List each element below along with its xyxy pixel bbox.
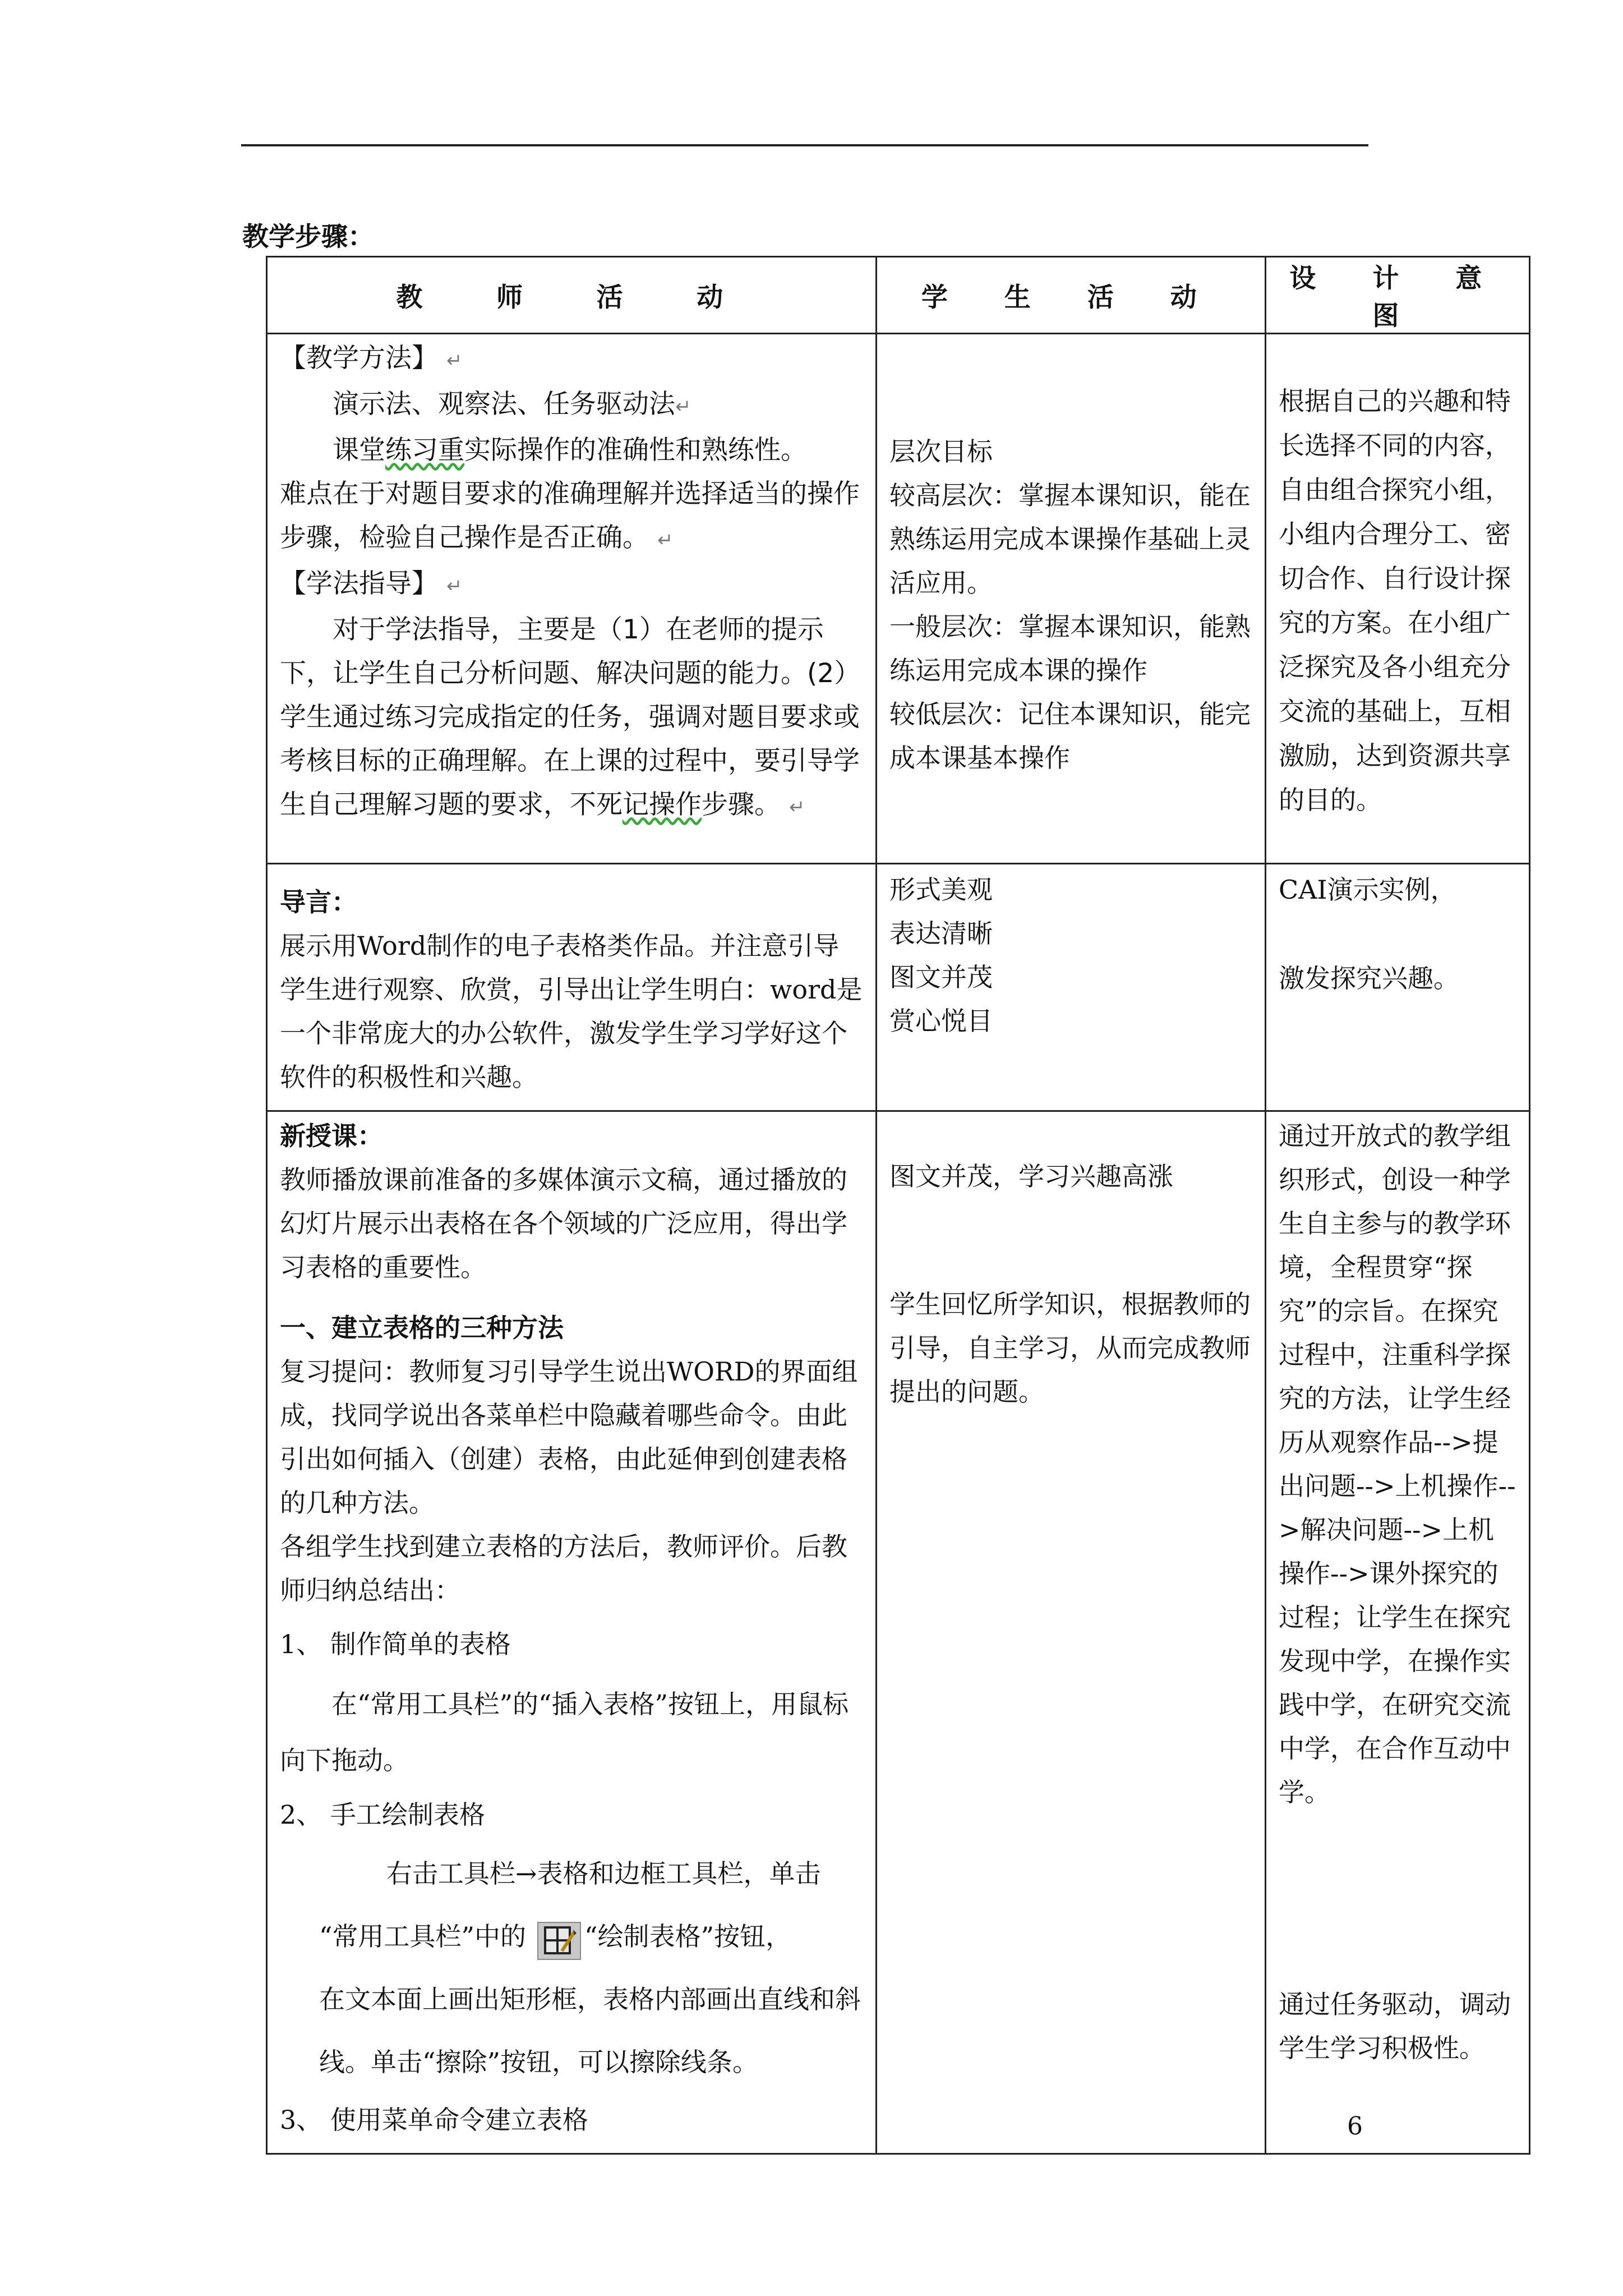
- table-header-row: [267, 257, 1530, 334]
- item2-line2b: “绘制表格”按钮，: [584, 1921, 792, 1952]
- intro-text: 展示用Word制作的电子表格类作品。并注意引导学生进行观察、欣赏，引导出让学生明白：word是一个非常庞大的办公软件，激发学生学习学好这个软件的积极性和兴趣。: [280, 931, 863, 1092]
- design-intent-text: 通过开放式的教学组织形式，创设一种学生自主参与的教学环境，全程贯穿“探究”的宗旨。在探究过程中，注重科学探究的方法，让学生经历从观察作品-->提出问题-->上机操作-->解决问题-->上机操作-->课外探究的过程；让学生在探究发现中学，在操作实践中学，在研究交流中学，在合作互动中学。: [1279, 1121, 1516, 1807]
- design-intent-text: CAI演示实例，: [1279, 875, 1456, 905]
- student-activity-cell: [877, 864, 1266, 1111]
- item3-title: 3、 使用菜单命令建立表格: [280, 2105, 588, 2135]
- practice-rest: 实际操作的准确性和熟练性。: [464, 435, 807, 466]
- return-mark: ↵: [675, 395, 691, 418]
- group-text: 各组学生找到建立表格的方法后，教师评价。后教师归纳总结出：: [280, 1531, 847, 1605]
- method-text: 演示法、观察法、任务驱动法: [333, 389, 675, 420]
- table-row: [267, 864, 1530, 1111]
- header-student-activity: 学 生 活 动: [877, 257, 1266, 334]
- method-title: 【教学方法】: [280, 343, 438, 374]
- new-lesson-text: 教师播放课前准备的多媒体演示文稿，通过播放的幻灯片展示出表格在各个领域的广泛应用，得出学习表格的重要性。: [280, 1165, 847, 1282]
- return-mark: ↵: [789, 796, 805, 818]
- design-intent-text: 通过任务驱动，调动学生学习积极性。: [1279, 1989, 1511, 2063]
- student-item: 图文并茂: [889, 962, 993, 992]
- design-intent-cell: [1266, 1111, 1530, 2154]
- student-goal-low: 较低层次：记住本课知识，能完成本课基本操作: [889, 699, 1251, 773]
- return-mark: ↵: [446, 349, 463, 372]
- review-text: 复习提问：教师复习引导学生说出WORD的界面组成，找同学说出各菜单栏中隐藏着哪些命令。由此引出如何插入（创建）表格，由此延伸到创建表格的几种方法。: [280, 1356, 858, 1518]
- header-teacher-activity: 教 师 活 动: [267, 257, 877, 334]
- study-text-wavy: 记操作: [623, 789, 702, 820]
- student-item: 赏心悦目: [889, 1006, 993, 1036]
- teacher-activity-cell: [267, 1111, 877, 2154]
- header-design-intent: 设 计 意 图: [1266, 257, 1530, 334]
- item2-title: 2、 手工绘制表格: [280, 1800, 485, 1830]
- design-intent-text: 激发探究兴趣。: [1279, 963, 1459, 993]
- section-heading: 教学步骤：: [242, 222, 374, 252]
- header-rule: [241, 144, 1368, 146]
- table-row: [267, 1111, 1530, 2154]
- return-mark: ↵: [657, 529, 674, 551]
- intro-title: 导言：: [280, 887, 357, 917]
- student-item: 图文并茂，学习兴趣高涨: [889, 1161, 1173, 1191]
- return-mark: ↵: [446, 575, 463, 597]
- item2-line1: 右击工具栏→表格和边框工具栏，单击: [386, 1858, 821, 1889]
- student-goal-title: 层次目标: [889, 436, 993, 467]
- table-row: [267, 334, 1530, 864]
- student-activity-cell: [877, 1111, 1266, 2154]
- difficulty-text: 难点在于对题目要求的准确理解并选择适当的操作步骤，检验自己操作是否正确。: [280, 478, 860, 553]
- student-item: 表达清晰: [889, 918, 993, 949]
- item1-text: 在“常用工具栏”的“插入表格”按钮上，用鼠标向下拖动。: [280, 1689, 849, 1775]
- draw-table-icon: [537, 1920, 581, 1958]
- design-intent-text: 根据自己的兴趣和特长选择不同的内容，自由组合探究小组，小组内合理分工、密切合作、自行设计探究的方案。在小组广泛探究及各小组充分交流的基础上，互相激励，达到资源共享的目的。: [1279, 386, 1511, 815]
- practice-prefix: 课堂: [333, 435, 385, 466]
- item1-title: 1、 制作简单的表格: [280, 1629, 511, 1659]
- student-item: 学生回忆所学知识，根据教师的引导，自主学习，从而完成教师提出的问题。: [889, 1289, 1251, 1407]
- design-intent-cell: [1266, 334, 1530, 864]
- study-text-end: 步骤。: [702, 789, 781, 820]
- teacher-activity-cell: [267, 864, 877, 1111]
- student-activity-cell: [877, 334, 1266, 864]
- student-goal-high: 较高层次：掌握本课知识，能在熟练运用完成本课操作基础上灵活应用。: [889, 480, 1251, 598]
- new-lesson-title: 新授课：: [280, 1121, 383, 1151]
- practice-wavy: 练习重: [385, 435, 464, 466]
- study-title: 【学法指导】: [280, 568, 438, 599]
- teaching-steps-table: [266, 256, 1530, 2155]
- page-number: 6: [1347, 2112, 1363, 2141]
- section-title: 一、建立表格的三种方法: [280, 1313, 564, 1343]
- item2-line3: 在文本面上画出矩形框，表格内部画出直线和斜线。单击“擦除”按钮，可以擦除线条。: [319, 1984, 861, 2077]
- teacher-activity-cell: [267, 334, 877, 864]
- item2-line2a: “常用工具栏”中的: [319, 1921, 527, 1952]
- student-item: 形式美观: [889, 875, 993, 905]
- design-intent-cell: [1266, 864, 1530, 1111]
- student-goal-mid: 一般层次：掌握本课知识，能熟练运用完成本课的操作: [889, 611, 1251, 685]
- study-text: 对于学法指导，主要是（1）在老师的提示下，让学生自己分析问题、解决问题的能力。(2）学生通过练习完成指定的任务，强调对题目要求或考核目标的正确理解。在上课的过程中，要引导学生自己理解习题的要求，不死: [280, 614, 861, 820]
